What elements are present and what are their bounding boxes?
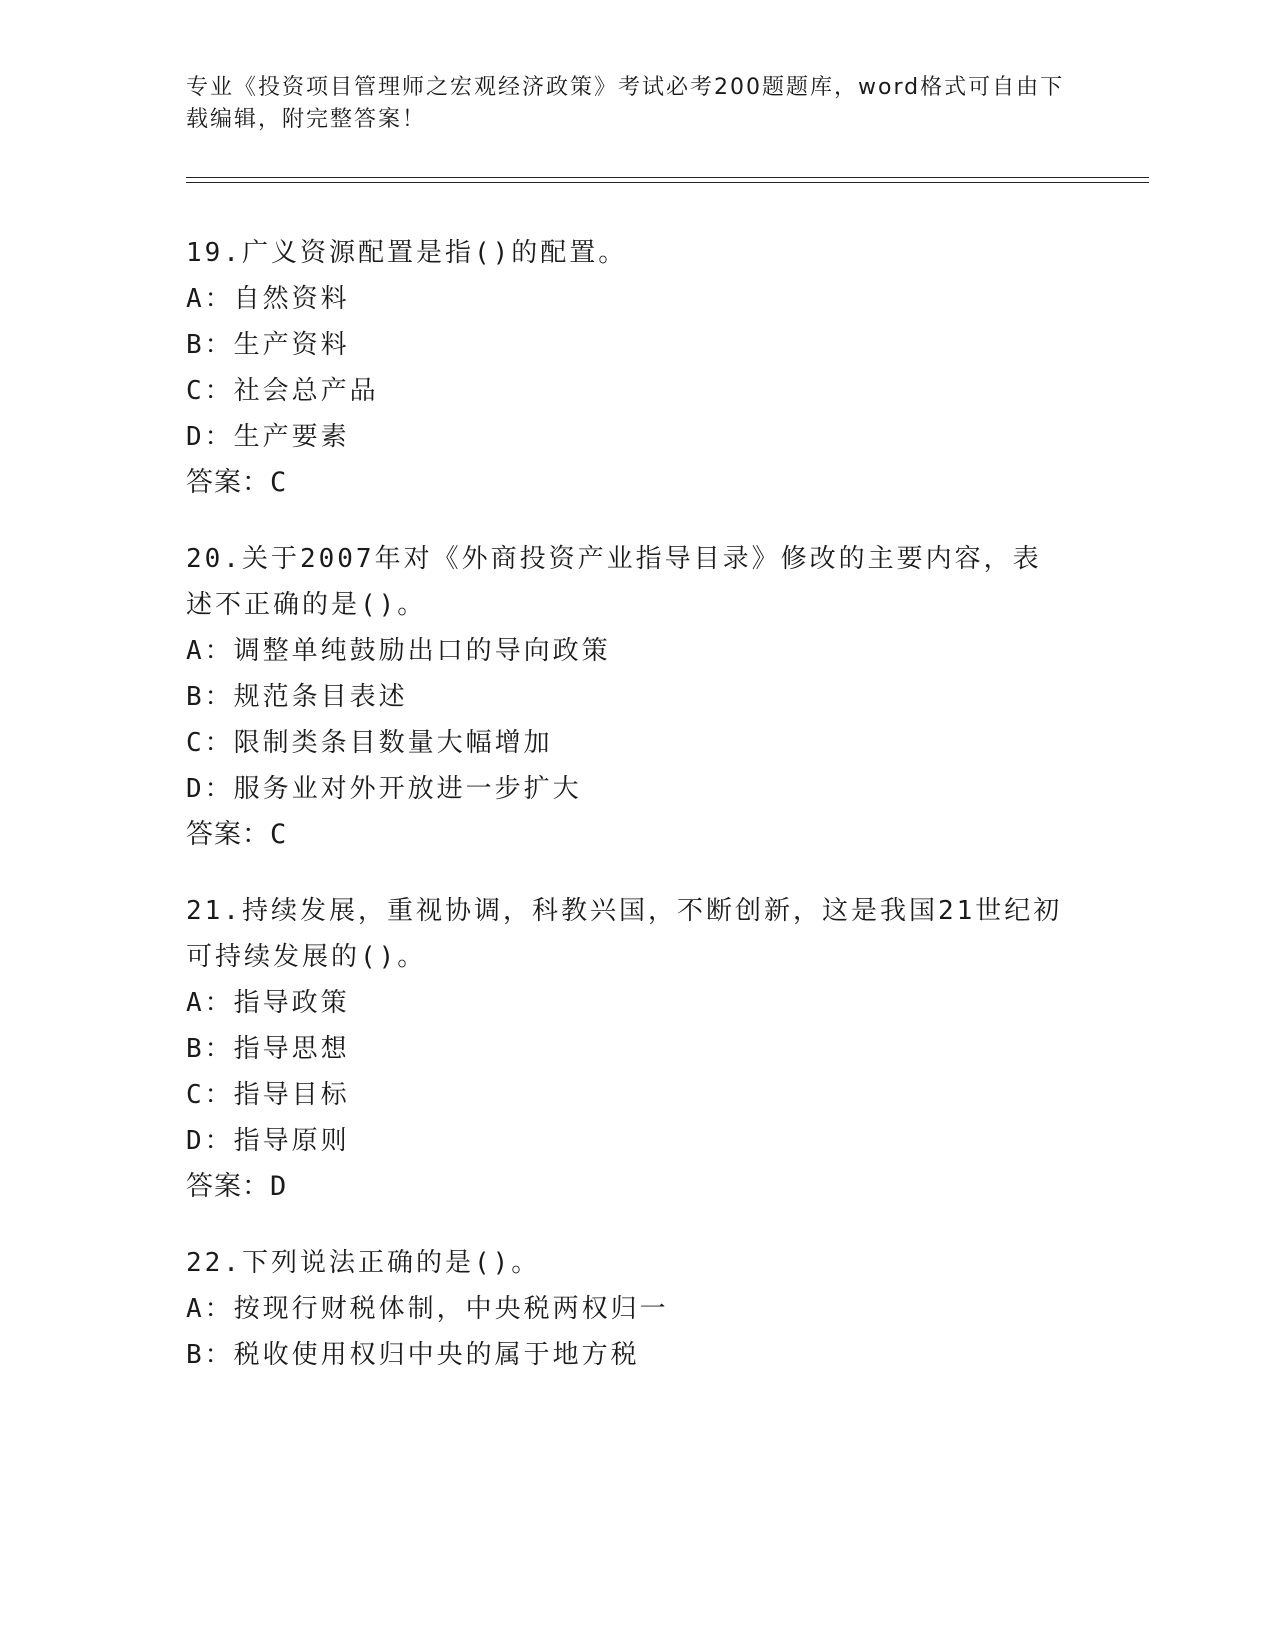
question-20 xyxy=(186,536,1086,858)
answer-label: 答案： xyxy=(186,467,270,498)
question-stem: 22.下列说法正确的是()。 xyxy=(186,1248,541,1278)
header-divider-top xyxy=(186,177,1149,178)
header-divider-bottom xyxy=(186,182,1149,183)
option-d: D：生产要素 xyxy=(186,422,350,452)
option-d: D：服务业对外开放进一步扩大 xyxy=(186,774,582,804)
answer-label: 答案： xyxy=(186,1171,270,1202)
option-d: D：指导原则 xyxy=(186,1126,350,1156)
answer-line xyxy=(186,1164,1086,1210)
option-a: A：指导政策 xyxy=(186,988,350,1018)
option-b: B：规范条目表述 xyxy=(186,682,408,712)
question-19 xyxy=(186,230,1086,506)
option-c: C：社会总产品 xyxy=(186,376,379,406)
option-b: B：生产资料 xyxy=(186,330,350,360)
option-a: A：自然资料 xyxy=(186,284,350,314)
answer-value: C xyxy=(270,819,288,850)
answer-value: D xyxy=(270,1171,288,1202)
answer-line xyxy=(186,812,1086,858)
answer-value: C xyxy=(270,467,288,498)
option-b: B：指导思想 xyxy=(186,1034,350,1064)
option-c: C：指导目标 xyxy=(186,1080,350,1110)
option-a: A：调整单纯鼓励出口的导向政策 xyxy=(186,636,611,666)
question-21 xyxy=(186,888,1086,1210)
question-list xyxy=(186,230,1086,1408)
option-a: A：按现行财税体制，中央税两权归一 xyxy=(186,1294,669,1324)
question-22 xyxy=(186,1240,1086,1378)
answer-label: 答案： xyxy=(186,819,270,850)
question-stem: 19.广义资源配置是指()的配置。 xyxy=(186,238,628,268)
answer-line xyxy=(186,460,1086,506)
option-b: B：税收使用权归中央的属于地方税 xyxy=(186,1340,640,1370)
document-header: 专业《投资项目管理师之宏观经济政策》考试必考200题题库，word格式可自由下载编辑，附完整答案！ xyxy=(186,75,1065,132)
option-c: C：限制类条目数量大幅增加 xyxy=(186,728,553,758)
question-stem: 20.关于2007年对《外商投资产业指导目录》修改的主要内容，表述不正确的是()。 xyxy=(186,544,1042,620)
question-stem: 21.持续发展，重视协调，科教兴国，不断创新，这是我国21世纪初可持续发展的()。 xyxy=(186,896,1063,972)
